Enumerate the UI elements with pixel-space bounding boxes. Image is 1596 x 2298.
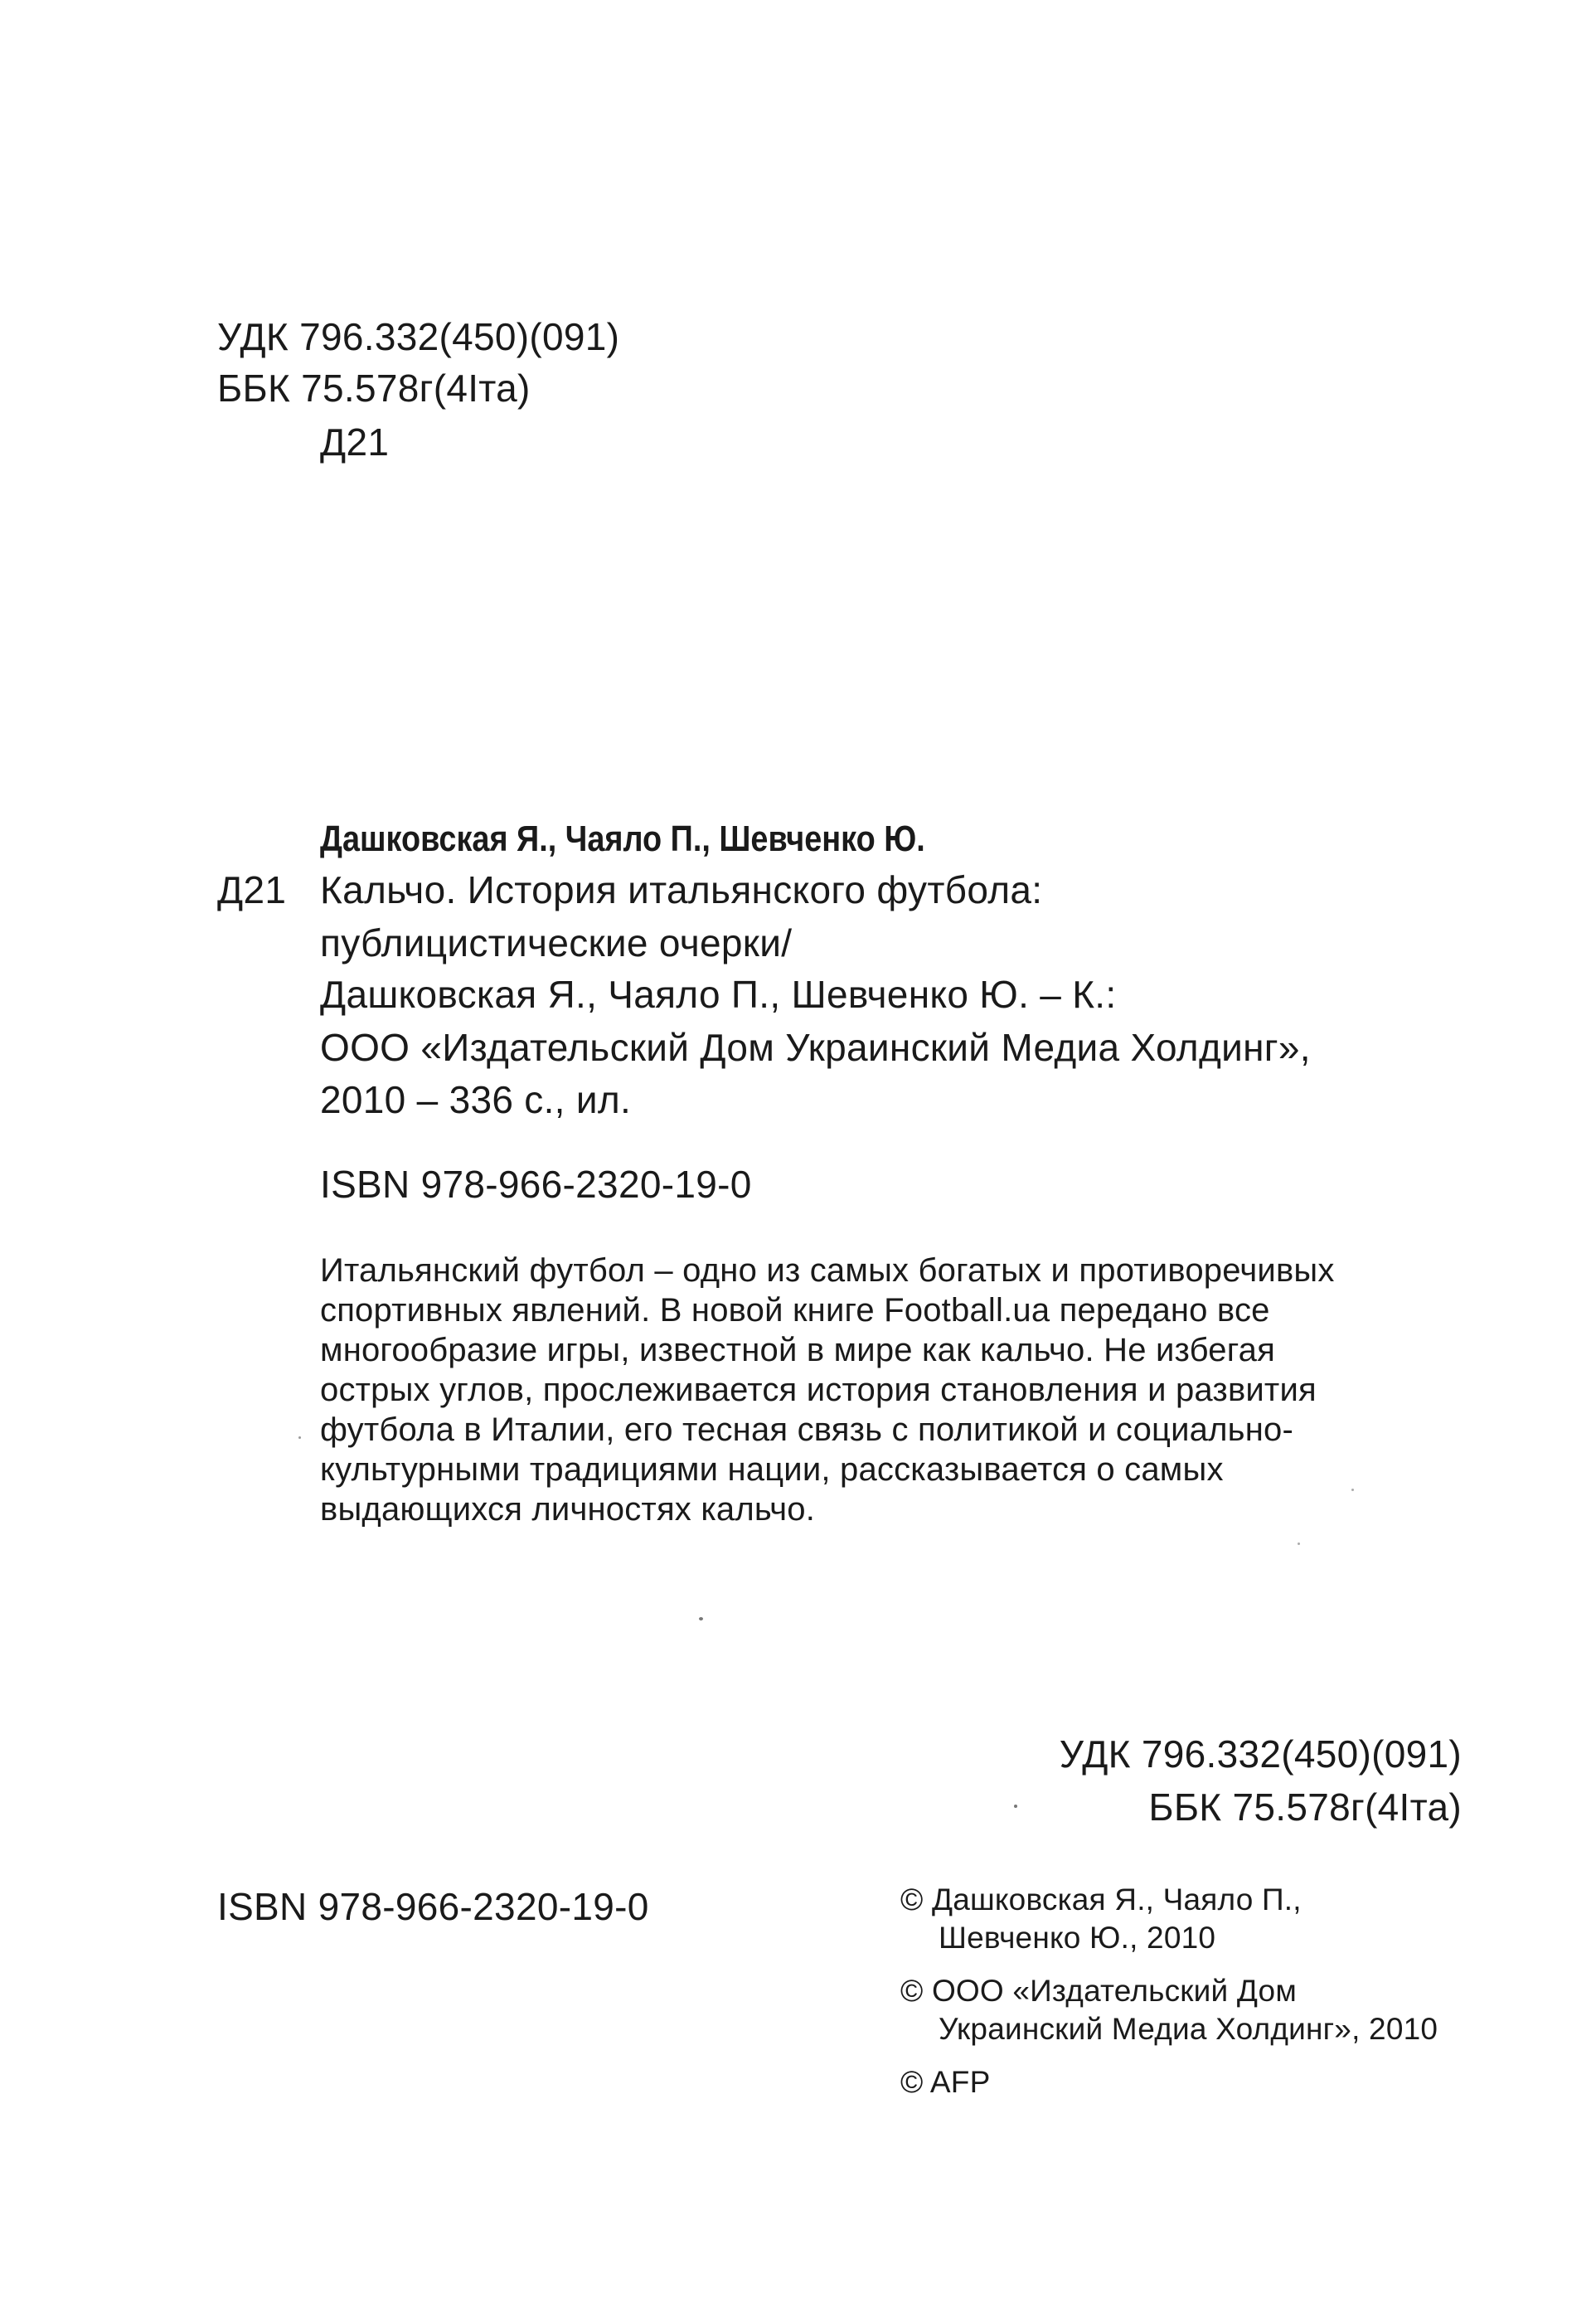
copyright-line-4: Украинский Медиа Холдинг», 2010 xyxy=(939,2012,1438,2046)
annotation-line-5: футбола в Италии, его тесная связь с политикой и социально- xyxy=(320,1411,1293,1448)
entry-title-line-3: Дашковская Я., Чаяло П., Шевченко Ю. – К.: xyxy=(320,973,1117,1016)
annotation-line-6: культурными традициями нации, рассказывается о самых xyxy=(320,1451,1224,1488)
entry-title-line-4: ООО «Издательский Дом Украинский Медиа Холдинг», xyxy=(320,1026,1311,1069)
udk-bottom: УДК 796.332(450)(091) xyxy=(1059,1732,1462,1776)
copyright-line-2: Шевченко Ю., 2010 xyxy=(939,1921,1216,1955)
annotation-line-7: выдающихся личностях кальчо. xyxy=(320,1491,816,1528)
bbk-bottom: ББК 75.578г(4Іта) xyxy=(1148,1785,1462,1829)
scan-speck xyxy=(1298,1543,1300,1545)
udk-top: УДК 796.332(450)(091) xyxy=(217,315,620,358)
author-code-top: Д21 xyxy=(320,420,390,464)
entry-title-line-2: публицистические очерки/ xyxy=(320,921,793,964)
entry-isbn: ISBN 978-966-2320-19-0 xyxy=(320,1163,752,1206)
entry-author-code: Д21 xyxy=(217,868,287,911)
copyright-line-3: © ООО «Издательский Дом xyxy=(900,1974,1297,2008)
authors-heading: Дашковская Я., Чаяло П., Шевченко Ю. xyxy=(320,819,925,859)
annotation-line-3: многообразие игры, известной в мире как кальчо. Не избегая xyxy=(320,1332,1275,1368)
copyright-line-1: © Дашковская Я., Чаяло П., xyxy=(900,1883,1302,1917)
entry-title-line-5: 2010 – 336 с., ил. xyxy=(320,1078,632,1121)
annotation-line-4: острых углов, прослеживается история становления и развития xyxy=(320,1372,1317,1408)
entry-title-line-1: Кальчо. История итальянского футбола: xyxy=(320,868,1043,911)
scan-speck xyxy=(298,1436,301,1439)
scan-speck xyxy=(699,1617,703,1620)
scan-speck xyxy=(1351,1489,1354,1491)
annotation-line-1: Итальянский футбол – одно из самых богатых и противоречивых xyxy=(320,1252,1335,1289)
scan-speck xyxy=(1014,1805,1017,1808)
bottom-isbn: ISBN 978-966-2320-19-0 xyxy=(217,1885,649,1928)
copyright-line-5: © AFP xyxy=(900,2065,991,2099)
bbk-top: ББК 75.578г(4Іта) xyxy=(217,367,531,410)
annotation-line-2: спортивных явлений. В новой книге Football.ua передано все xyxy=(320,1292,1270,1329)
